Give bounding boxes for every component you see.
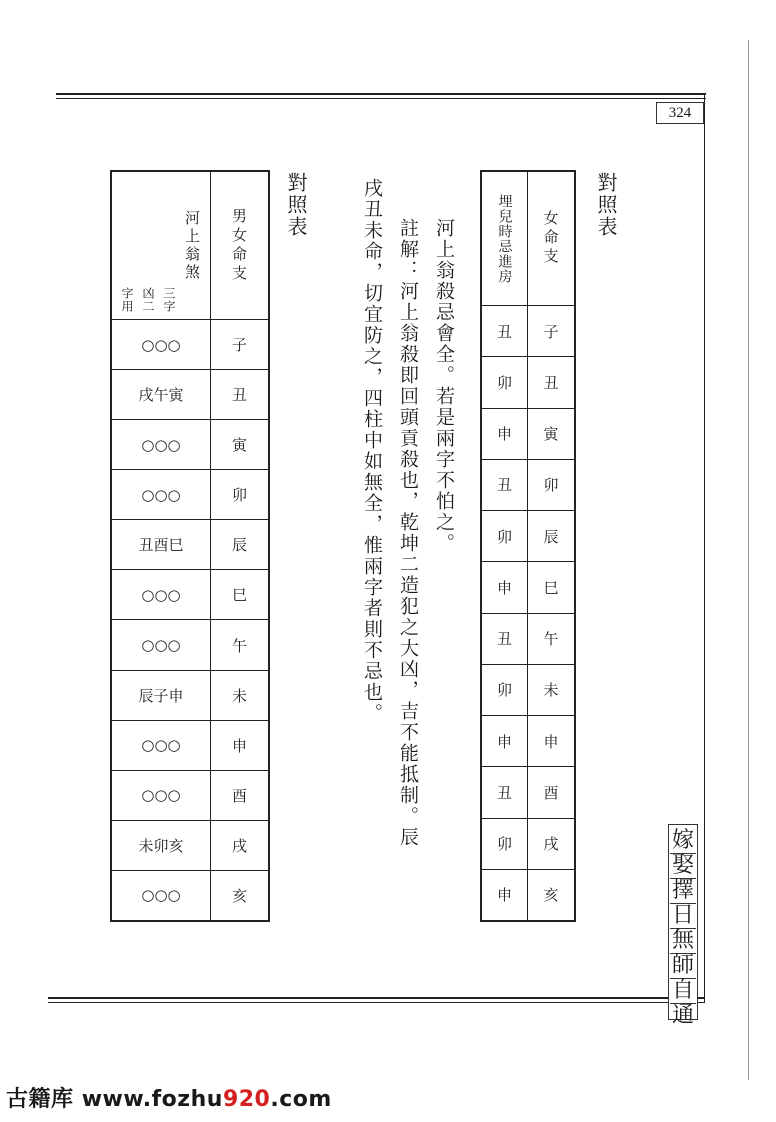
table-cell: 巳: [211, 570, 268, 620]
table-cell: ○○○: [112, 420, 210, 470]
table-cell: 辰: [211, 520, 268, 570]
left-table-heading: 對照表: [284, 172, 308, 238]
table-cell: 午: [211, 620, 268, 670]
table-cell: ○○○: [112, 470, 210, 520]
left-table-branch-col: [210, 172, 268, 920]
table-cell: 辰: [528, 511, 574, 562]
right-table-branch-col: [527, 172, 574, 920]
right-border: [704, 93, 705, 1003]
header-note: 三字: [162, 287, 176, 313]
table-cell: 未: [211, 671, 268, 721]
table-cell: 戌: [528, 819, 574, 870]
table-cell: 卯: [211, 470, 268, 520]
table-cell: 酉: [528, 767, 574, 818]
table-cell: 丑酉巳: [112, 520, 210, 570]
table-cell: 巳: [528, 562, 574, 613]
table-cell: ○○○: [112, 721, 210, 771]
table-cell: 丑: [482, 306, 527, 357]
top-rule-thin: [56, 98, 706, 99]
page-number: 324: [656, 102, 704, 124]
table-cell: 丑: [211, 370, 268, 420]
table-cell: ○○○: [141, 886, 181, 905]
left-table: [110, 170, 270, 922]
table-cell: 申: [482, 716, 527, 767]
table-cell: 午: [528, 614, 574, 665]
header-note: 凶二: [141, 287, 155, 313]
table-cell: 卯: [482, 665, 527, 716]
table-cell: 申: [497, 886, 513, 905]
table-cell: 寅: [211, 420, 268, 470]
text-line-2: 註解：河上翁殺即回頭貢殺也，乾坤二造犯之大凶，吉不能抵制。辰: [397, 218, 419, 848]
table-cell: 丑: [528, 357, 574, 408]
left-table-value-col: [112, 172, 210, 920]
watermark-url-suffix: .com: [270, 1087, 332, 1112]
top-rule: [56, 93, 706, 95]
book-title-char: 娶: [671, 853, 694, 878]
book-title-char: 通: [671, 1003, 694, 1028]
table-cell: 亥: [231, 886, 247, 905]
right-table-value-col: [482, 172, 527, 920]
text-line-1: 河上翁殺忌會全。若是兩字不怕之。: [433, 218, 455, 554]
table-cell: 戌午寅: [112, 370, 210, 420]
book-title-char: 日: [671, 903, 694, 928]
table-cell: 戌: [211, 821, 268, 871]
table-cell: ○○○: [112, 771, 210, 821]
book-title-char: 擇: [671, 878, 694, 903]
table-cell: 卯: [482, 819, 527, 870]
watermark-url-number: 920: [222, 1087, 271, 1112]
table-cell: 卯: [482, 511, 527, 562]
table-cell: 子: [528, 306, 574, 357]
header-note: 字用: [120, 287, 134, 313]
table-cell: ○○○: [112, 570, 210, 620]
site-watermark: [6, 1082, 332, 1113]
table-cell: 丑: [482, 614, 527, 665]
book-title-char: 無: [671, 928, 694, 953]
table-cell: 申: [482, 409, 527, 460]
right-table-branch-header: 女命支: [528, 172, 574, 306]
book-title-char: 師: [671, 953, 694, 978]
table-cell: 卯: [528, 460, 574, 511]
table-cell: 亥: [543, 886, 559, 905]
book-title-char: 嫁: [671, 828, 694, 853]
right-table: [480, 170, 576, 922]
table-cell: ○○○: [112, 620, 210, 670]
table-cell: 子: [211, 320, 268, 370]
table-cell: 辰子申: [112, 671, 210, 721]
table-cell: 寅: [528, 409, 574, 460]
book-title-char: 自: [671, 978, 694, 1003]
bottom-rule: [48, 997, 704, 999]
book-title: [668, 824, 698, 1028]
table-cell: 卯: [482, 357, 527, 408]
right-table-value-header: 埋兒時忌進房: [482, 172, 527, 306]
right-table-heading: 對照表: [594, 172, 618, 238]
table-cell: 申: [528, 716, 574, 767]
table-cell: 酉: [211, 771, 268, 821]
table-cell: ○○○: [112, 320, 210, 370]
scan-edge-line: [748, 40, 749, 1080]
bottom-rule-thin: [48, 1002, 704, 1003]
watermark-url-prefix: www.fozhu: [81, 1087, 223, 1112]
table-cell: 丑: [482, 767, 527, 818]
table-cell: 丑: [482, 460, 527, 511]
header-title: 河上翁煞: [183, 209, 201, 282]
left-table-branch-header: 男女命支: [211, 172, 268, 320]
table-cell: 申: [482, 562, 527, 613]
table-cell: 未: [528, 665, 574, 716]
text-line-3: 戌丑未命，切宜防之，四柱中如無全，惟兩字者則不忌也。: [361, 178, 383, 724]
left-table-value-header: [112, 172, 210, 320]
table-cell: 申: [211, 721, 268, 771]
watermark-brand: 古籍库: [6, 1087, 74, 1112]
table-cell: 未卯亥: [112, 821, 210, 871]
